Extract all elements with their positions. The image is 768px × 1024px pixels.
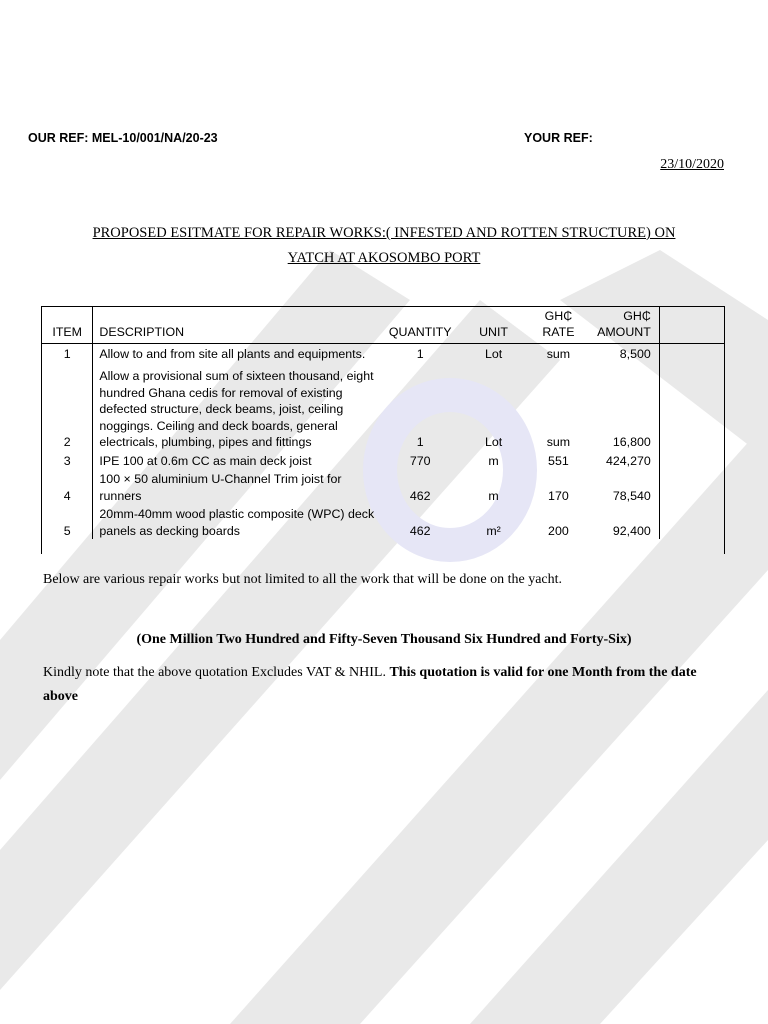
row-blank-cell — [659, 451, 724, 470]
row-description: Allow to and from site all plants and equipments. — [99, 346, 366, 361]
row-blank-cell — [659, 504, 724, 539]
row-description: IPE 100 at 0.6m CC as main deck joist — [99, 453, 312, 468]
row-quantity: 462 — [409, 488, 431, 503]
header-rate — [529, 307, 587, 343]
row-item: 2 — [42, 362, 93, 451]
validity-statement: This quotation is valid for one Month from the date above — [43, 665, 697, 704]
header-item: ITEM — [42, 307, 93, 343]
row-rate: 200 — [548, 523, 569, 538]
table-row — [42, 504, 724, 539]
table-row — [42, 343, 724, 362]
row-item: 3 — [42, 451, 93, 470]
row-quantity: 1 — [416, 346, 424, 361]
row-blank-cell — [659, 343, 724, 362]
header-unit: UNIT — [458, 307, 530, 343]
title-line-2: YATCH AT AKOSOMBO PORT — [287, 250, 481, 266]
title-line-1: PROPOSED ESITMATE FOR REPAIR WORKS:( INFESTED AND ROTTEN STRUCTURE) ON — [92, 225, 676, 241]
document-date: 23/10/2020 — [660, 157, 724, 172]
table-row — [42, 362, 724, 451]
vat-note: Kindly note that the above quotation Excludes VAT & NHIL. — [43, 665, 390, 680]
row-quantity: 770 — [409, 453, 431, 468]
row-unit: Lot — [484, 346, 503, 361]
header-quantity: QUANTITY — [383, 307, 458, 343]
row-amount: 424,270 — [606, 453, 651, 468]
header-description: DESCRIPTION — [93, 307, 383, 343]
row-item: 1 — [42, 343, 93, 362]
row-amount: 16,800 — [612, 435, 651, 449]
row-amount: 92,400 — [612, 523, 651, 538]
table-header-row — [42, 307, 724, 343]
row-item: 5 — [42, 504, 93, 539]
header-blank-column — [659, 307, 724, 343]
row-description: 100 × 50 aluminium U-Channel Trim joist for runners — [99, 472, 342, 503]
scope-note: Below are various repair works but not limited to all the work that will be done on the yacht. — [43, 572, 563, 587]
table-row — [42, 451, 724, 470]
validity-note — [43, 661, 733, 709]
amount-in-words: (One Million Two Hundred and Fifty-Seven Thousand Six Hundred and Forty-Six) — [136, 632, 632, 647]
row-amount: 8,500 — [619, 346, 651, 361]
row-rate: sum — [546, 435, 571, 449]
row-amount: 78,540 — [612, 488, 651, 503]
row-rate: sum — [546, 346, 571, 361]
row-quantity: 1 — [416, 435, 424, 449]
your-reference: YOUR REF: — [524, 131, 593, 145]
row-blank-cell — [659, 362, 724, 451]
header-amount-label: AMOUNT — [597, 325, 651, 339]
row-unit: m² — [486, 523, 501, 538]
row-unit: Lot — [484, 435, 503, 449]
header-amount — [587, 307, 659, 343]
row-quantity: 462 — [409, 523, 431, 538]
our-reference: OUR REF: MEL-10/001/NA/20-23 — [28, 131, 218, 145]
estimate-table — [41, 306, 725, 554]
table-row — [42, 469, 724, 504]
row-description: 20mm-40mm wood plastic composite (WPC) deck panels as decking boards — [99, 507, 375, 538]
row-description: Allow a provisional sum of sixteen thousand, eight hundred Ghana cedis for removal of existing defected structure, deck beams, joist, ceiling noggings. Ceiling and deck boards, general electricals, plumbing, pipes and fittings — [99, 369, 374, 449]
row-blank-cell — [659, 469, 724, 504]
row-rate: 170 — [548, 488, 569, 503]
row-unit: m — [488, 453, 499, 468]
header-amount-currency: GH₵ — [623, 308, 651, 323]
header-rate-currency: GH₵ — [544, 308, 573, 323]
row-item: 4 — [42, 469, 93, 504]
header-rate-label: RATE — [542, 325, 575, 339]
row-unit: m — [488, 488, 499, 503]
row-rate: 551 — [548, 453, 569, 468]
document-title — [40, 221, 728, 271]
